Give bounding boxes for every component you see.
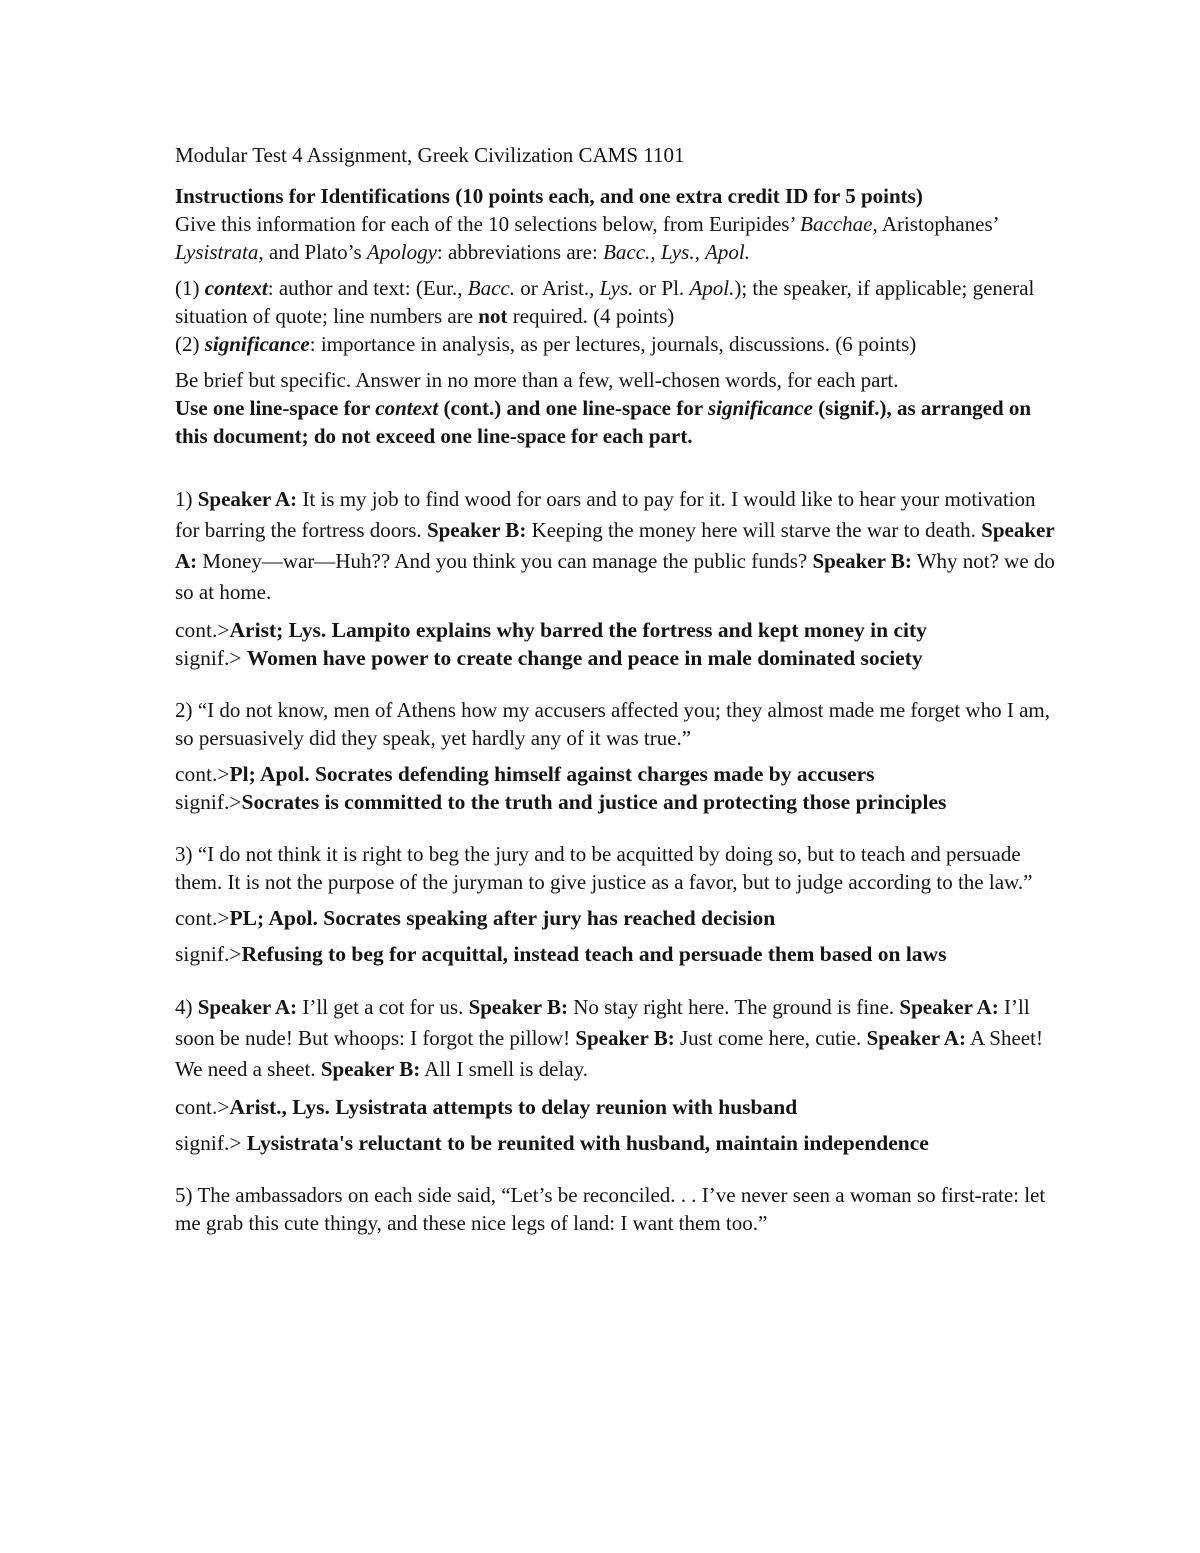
item-quote: 1) Speaker A: It is my job to find wood for oars and to pay for it. I would like to hear your motivation for barring the fortress doors. Speaker B: Keeping the money here will starve the war to death. Speaker A: Money—war—Huh?? And you think you can manage the public funds? Speaker B: Why not? we do so at home. <box>175 487 1055 604</box>
id-item-5 <box>175 1181 1055 1237</box>
item-significance-answer: signif.>Socrates is committed to the truth and justice and protecting those principles <box>175 790 947 814</box>
id-item-1 <box>175 484 1055 672</box>
item-quote: 2) “I do not know, men of Athens how my accusers affected you; they almost made me forget who I am, so persuasively did they speak, yet hardly any of it was true.” <box>175 698 1050 750</box>
item-significance-answer: signif.> Women have power to create change and peace in male dominated society <box>175 646 923 670</box>
context-instruction: (1) context: author and text: (Eur., Bacc. or Arist., Lys. or Pl. Apol.); the speaker, if applicable; general situation of quote; line numbers are not required. (4 points) <box>175 276 1035 328</box>
instructions-section <box>175 182 1055 450</box>
item-context-answer: cont.>Arist., Lys. Lysistrata attempts to delay reunion with husband <box>175 1095 798 1119</box>
item-quote: 3) “I do not think it is right to beg the jury and to be acquitted by doing so, but to teach and persuade them. It is not the purpose of the juryman to give justice as a favor, but to judge according to the law.” <box>175 842 1033 894</box>
id-item-4 <box>175 992 1055 1157</box>
item-context-answer: cont.>Arist; Lys. Lampito explains why barred the fortress and kept money in city <box>175 618 927 642</box>
significance-instruction: (2) significance: importance in analysis, as per lectures, journals, discussions. (6 points) <box>175 332 917 356</box>
item-quote: 4) Speaker A: I’ll get a cot for us. Speaker B: No stay right here. The ground is fine. Speaker A: I’ll soon be nude! But whoops: I forgot the pillow! Speaker B: Just come here, cutie. Speaker A: A Sheet! We need a sheet. Speaker B: All I smell is delay. <box>175 995 1043 1081</box>
item-quote: 5) The ambassadors on each side said, “Let’s be reconciled. . . I’ve never seen a woman so first-rate: let me grab this cute thingy, and these nice legs of land: I want them too.” <box>175 1183 1046 1235</box>
item-significance-answer: signif.>Refusing to beg for acquittal, instead teach and persuade them based on laws <box>175 942 947 966</box>
id-item-2 <box>175 696 1055 816</box>
item-context-answer: cont.>PL; Apol. Socrates speaking after jury has reached decision <box>175 906 776 930</box>
document-body <box>175 140 1055 1237</box>
instructions-text: Give this information for each of the 10 selections below, from Euripides’ Bacchae, Aristophanes’ Lysistrata, and Plato’s Apology: abbreviations are: Bacc., Lys., Apol. <box>175 212 999 264</box>
page-title: Modular Test 4 Assignment, Greek Civilization CAMS 1101 <box>175 143 685 167</box>
brief-instruction: Be brief but specific. Answer in no more than a few, well-chosen words, for each part. <box>175 368 899 392</box>
item-context-answer: cont.>Pl; Apol. Socrates defending himself against charges made by accusers <box>175 762 875 786</box>
id-item-3 <box>175 840 1055 968</box>
item-significance-answer: signif.> Lysistrata's reluctant to be reunited with husband, maintain independence <box>175 1131 929 1155</box>
instructions-heading: Instructions for Identifications (10 points each, and one extra credit ID for 5 points) <box>175 184 923 208</box>
line-space-instruction: Use one line-space for context (cont.) and one line-space for significance (signif.), as arranged on this document; do not exceed one line-space for each part. <box>175 396 1032 448</box>
